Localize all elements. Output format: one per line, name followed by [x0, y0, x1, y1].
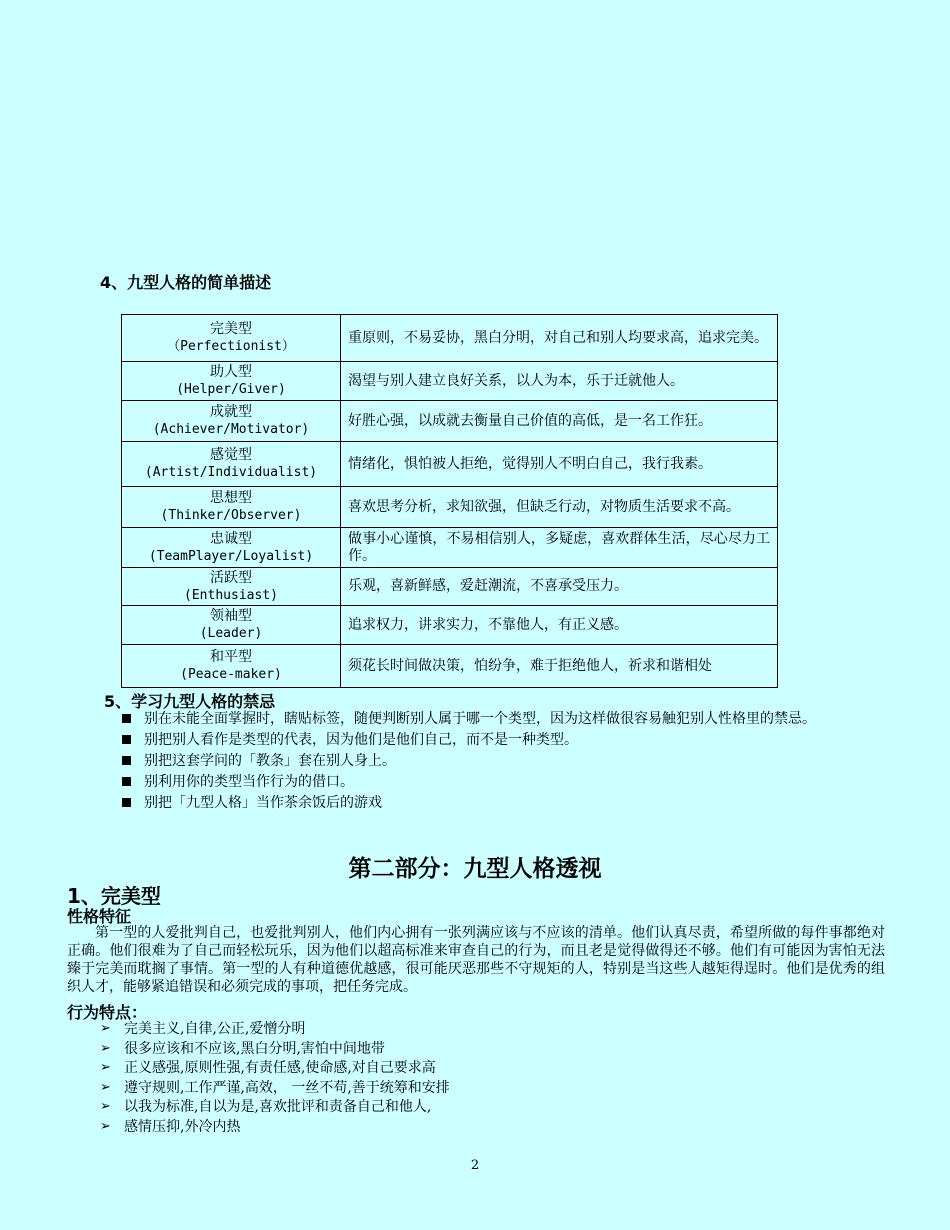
type-cn: 助人型 — [210, 364, 252, 380]
arrow-bullet-icon: ➢ — [100, 1021, 111, 1036]
type-desc-cell: 渴望与别人建立良好关系，以人为本，乐于迁就他人。 — [341, 362, 778, 401]
type-desc-cell: 情绪化，惧怕被人拒绝，觉得别人不明白自己，我行我素。 — [341, 442, 778, 487]
type-desc-cell: 须花长时间做决策，怕纷争，难于拒绝他人，祈求和谐相处 — [341, 645, 778, 688]
arrow-bullet-icon: ➢ — [100, 1040, 111, 1056]
taboo-list — [120, 710, 890, 815]
type-desc-cell: 喜欢思考分析，求知欲强，但缺乏行动，对物质生活要求不高。 — [341, 487, 778, 528]
square-bullet-icon — [122, 756, 131, 765]
list-item — [120, 752, 890, 770]
table-row — [122, 645, 778, 688]
list-item — [100, 1059, 450, 1077]
list-item — [100, 1098, 450, 1116]
arrow-bullet-icon: ➢ — [100, 1118, 111, 1134]
type-cn: 忠诚型 — [210, 530, 252, 547]
behavior-text: 很多应该和不应该,黑白分明,害怕中间地带 — [124, 1040, 385, 1057]
section-4-title: 4、九型人格的简单描述 — [100, 273, 272, 292]
type-cn: 活跃型 — [210, 569, 252, 586]
behavior-text: 感情压抑,外冷内热 — [124, 1118, 241, 1135]
type-cn: 思想型 — [210, 490, 252, 506]
taboo-text: 别在未能全面掌握时，瞎贴标签，随便判断别人属于哪一个类型，因为这样做很容易触犯别人性格里的禁忌。 — [144, 711, 816, 727]
behavior-text: 正义感强,原则性强,有责任感,使命感,对自己要求高 — [124, 1060, 436, 1076]
taboo-text: 别利用你的类型当作行为的借口。 — [144, 774, 354, 790]
square-bullet-icon — [122, 798, 131, 807]
type-name-cell — [122, 362, 341, 401]
type-en: (Achiever/Motivator) — [152, 422, 310, 437]
type-en: (Peace-maker) — [180, 667, 282, 682]
type-name-cell — [122, 606, 341, 645]
behavior-text: 遵守规则,工作严谨,高效， 一丝不苟,善于统筹和安排 — [124, 1079, 450, 1096]
type-cn: 和平型 — [210, 649, 252, 665]
personality-types-table — [121, 314, 778, 688]
type-name-cell — [122, 487, 341, 528]
arrow-bullet-icon: ➢ — [100, 1060, 111, 1075]
table-row — [122, 606, 778, 645]
type-en: (Leader) — [199, 626, 263, 641]
square-bullet-icon — [122, 735, 131, 744]
table-row — [122, 442, 778, 487]
type-en: (Artist/Individualist) — [144, 465, 318, 480]
type-desc-cell: 好胜心强，以成就去衡量自己价值的高低，是一名工作狂。 — [341, 401, 778, 442]
type-name-cell — [122, 401, 341, 442]
table-row — [122, 568, 778, 606]
type-en: (Enthusiast) — [184, 587, 278, 603]
type-desc-cell: 做事小心谨慎，不易相信别人，多疑虑，喜欢群体生活，尽心尽力工作。 — [341, 528, 778, 568]
square-bullet-icon — [122, 777, 131, 786]
taboo-text: 别把这套学问的「教条」套在别人身上。 — [144, 753, 396, 769]
section-5-title: 5、学习九型人格的禁忌 — [104, 692, 276, 711]
list-item — [120, 710, 890, 728]
type-en: （Perfectionist） — [167, 339, 295, 354]
arrow-bullet-icon: ➢ — [100, 1099, 111, 1114]
square-bullet-icon — [122, 714, 131, 723]
traits-paragraph: 第一型的人爱批判自己，也爱批判别人，他们内心拥有一张列满应该与不应该的清单。他们认真尽责，希望所做的每件事都绝对正确。他们很难为了自己而轻松玩乐，因为他们以超高标准来审查自己的行为，而且老是觉得做得还不够。他们有可能因为害怕无法臻于完美而耽搁了事情。第一型的人有种道德优越感，很可能厌恶那些不守规矩的人，特别是当这些人越矩得逞时。他们是优秀的组织人才，能够紧追错误和必须完成的事项，把任务完成。 — [67, 925, 885, 995]
type-desc-cell: 追求权力，讲求实力，不靠他人，有正义感。 — [341, 606, 778, 645]
type-cn: 感觉型 — [210, 447, 252, 463]
list-item — [100, 1079, 450, 1097]
type-desc-cell: 乐观，喜新鲜感，爱赶潮流，不喜承受压力。 — [341, 568, 778, 606]
behavior-heading: 行为特点： — [67, 1003, 148, 1022]
type-name-cell — [122, 645, 341, 688]
table-row — [122, 315, 778, 362]
table-row — [122, 528, 778, 568]
arrow-bullet-icon: ➢ — [100, 1079, 111, 1095]
behavior-list — [100, 1020, 450, 1137]
traits-heading: 性格特征 — [67, 907, 132, 926]
type-en: (Helper/Giver) — [176, 382, 286, 397]
taboo-text: 别把别人看作是类型的代表，因为他们是他们自己，而不是一种类型。 — [144, 732, 578, 748]
taboo-text: 别把「九型人格」当作茶余饭后的游戏 — [144, 795, 382, 811]
list-item — [100, 1118, 450, 1136]
type-en: (Thinker/Observer) — [160, 508, 302, 523]
type-name-cell — [122, 442, 341, 487]
type-name-cell — [122, 315, 341, 362]
type-en: (TeamPlayer/Loyalist) — [148, 548, 314, 564]
type-desc-cell: 重原则，不易妥协，黑白分明，对自己和别人均要求高，追求完美。 — [341, 315, 778, 362]
behavior-text: 完美主义,自律,公正,爱憎分明 — [124, 1021, 306, 1037]
list-item — [120, 731, 890, 749]
behavior-text: 以我为标准,自以为是,喜欢批评和责备自己和他人, — [124, 1099, 432, 1115]
list-item — [120, 773, 890, 791]
table-row — [122, 487, 778, 528]
page-number: 2 — [470, 1158, 480, 1173]
list-item — [100, 1040, 450, 1058]
list-item — [100, 1020, 450, 1038]
type-cn: 完美型 — [210, 321, 252, 337]
list-item — [120, 794, 890, 812]
type-cn: 成就型 — [210, 404, 252, 420]
type-cn: 领袖型 — [210, 608, 252, 624]
type-name-cell — [122, 528, 341, 568]
section-perfectionist-title: 1、完美型 — [67, 884, 161, 908]
part-2-title: 第二部分：九型人格透视 — [348, 856, 602, 882]
table-row — [122, 362, 778, 401]
table-row — [122, 401, 778, 442]
type-name-cell — [122, 568, 341, 606]
